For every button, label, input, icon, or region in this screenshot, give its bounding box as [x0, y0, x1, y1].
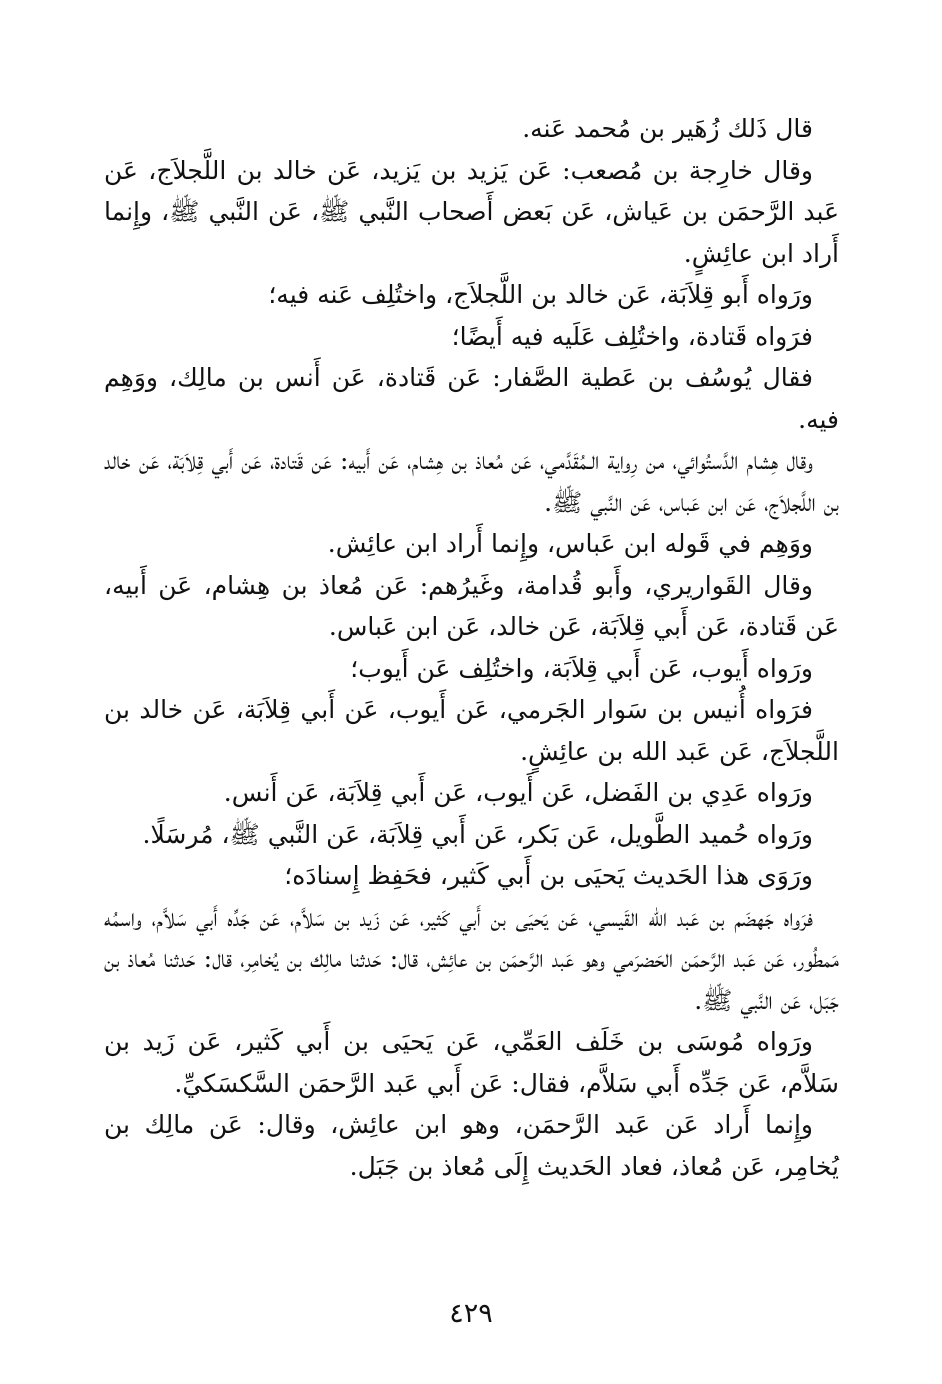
paragraph-2: وقال خارِجة بن مُصعب: عَن يَزيد بن يَزيد، عَن خالد بن اللَّجلاَج، عَن عَبد الرَّحمَن بن عَياش، عَن بَعض أَصحاب النَّبي ﷺ، عَن النَّبي ﷺ، وإِنما أَراد ابن عائِشٍ. [104, 155, 839, 268]
paragraph-14: فرَواه جَهضَم بن عَبد الله القَيسي، عَن يَحيَى بن أَبي كَثير، عَن زَيد بن سَلاَّم، عَن جَدِّه أَبي سَلاَّم، واسمُه مَمطُور، عَن عَبد الرَّحمَن الحَضرَمي وهو عَبد الرَّحمَن بن عائِش، قال: حَدثنا مالِك بن يُخامِر، قال: حَدثنا مُعاذ بن جَبَل، عَن النَّبي ﷺ. [104, 902, 839, 1015]
paragraph-4: فرَواه قَتادة، واختُلِف عَلَيه فيه أَيضًا؛ [451, 321, 813, 351]
paragraph-8: وقال القَواريري، وأَبو قُدامة، وغَيرُهم: عَن مُعاذ بن هِشام، عَن أَبيه، عَن قَتادة، عَن أَبي قِلاَبَة، عَن خالد، عَن ابن عَباس. [104, 570, 839, 641]
paragraph-12: ورَواه حُميد الطَّويل، عَن بَكر، عَن أَبي قِلاَبَة، عَن النَّبي ﷺ، مُرسَلًا. [142, 819, 813, 849]
paragraph-15: ورَواه مُوسَى بن خَلَف العَمِّي، عَن يَحيَى بن أَبي كَثير، عَن زَيد بن سَلاَّم، عَن جَدِّه أَبي سَلاَّم، فقال: عَن أَبي عَبد الرَّحمَن السَّكسَكيِّ. [104, 1027, 839, 1098]
paragraph-1: قال ذَلك زُهَير بن مُحمد عَنه. [522, 114, 813, 143]
paragraph-16: وإِنما أَراد عَن عَبد الرَّحمَن، وهو ابن عائِش، وقال: عَن مالِك بن يُخامِر، عَن مُعاذ، فعاد الحَديث إِلَى مُعاذ بن جَبَل. [104, 1110, 839, 1181]
paragraph-9: ورَواه أَيوب، عَن أَبي قِلاَبَة، واختُلِف عَن أَيوب؛ [350, 653, 813, 683]
paragraph-13: ورَوَى هذا الحَديث يَحيَى بن أَبي كَثير، فحَفِظ إِسنادَه؛ [284, 861, 813, 890]
paragraph-5: فقال يُوسُف بن عَطية الصَّفار: عَن قَتادة، عَن أَنس بن مالِك، ووَهِم فيه. [104, 363, 839, 434]
paragraph-11: ورَواه عَدِي بن الفَضل، عَن أَيوب، عَن أَبي قِلاَبَة، عَن أَنس. [223, 778, 813, 807]
paragraph-6: وقال هِشام الدَّستُوائي، من رِواية الـمُقَدَّمي، عَن مُعاذ بن هِشام، عَن أَبيه: عَن قَتادة، عَن أَبي قِلاَبَة، عَن خالد بن اللَّجلاَج، عَن ابن عَباس، عَن النَّبي ﷺ. [104, 446, 839, 517]
paragraph-3: ورَواه أَبو قِلاَبَة، عَن خالد بن اللَّجلاَج، واختُلِف عَنه فيه؛ [268, 280, 813, 309]
paragraph-10: فرَواه أُنيس بن سَوار الجَرمي، عَن أَيوب، عَن أَبي قِلاَبَة، عَن خالد بن اللَّجلاَج، عَن عَبد الله بن عائِشٍ. [104, 695, 839, 766]
page-number: ٤٢٩ [449, 1298, 493, 1329]
main-text-block [104, 108, 839, 1187]
paragraph-7: ووَهِم في قَوله ابن عَباس، وإِنما أَراد ابن عائِش. [327, 529, 813, 558]
